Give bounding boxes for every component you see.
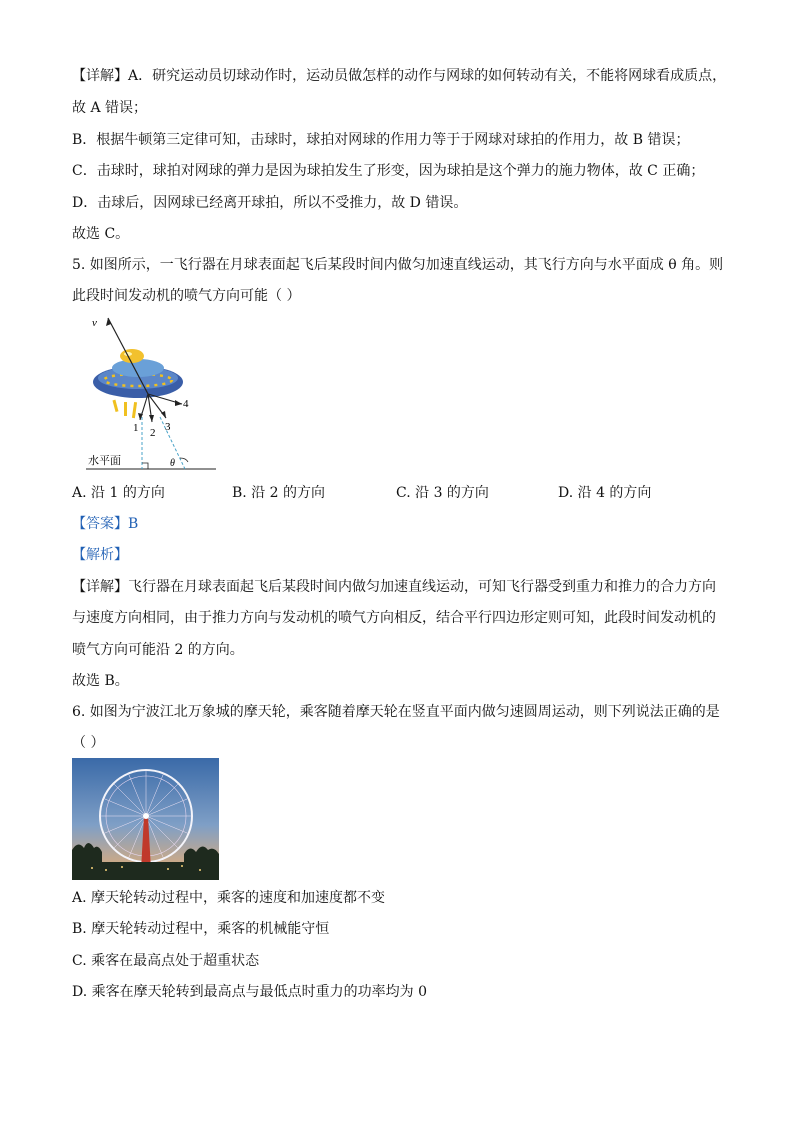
q5-answer: 【答案】B — [72, 516, 139, 532]
q6-option-d: D. 乘客在摩天轮转到最高点与最低点时重力的功率均为 0 — [72, 984, 427, 1000]
q5-option-b: B. 沿 2 的方向 — [232, 485, 325, 501]
q4-explanation-line-4: C．击球时，球拍对网球的弹力是因为球拍发生了形变，因为球拍是这个弹力的施力物体，故 C 正确； — [72, 163, 705, 179]
arrow-label-1: 1 — [133, 422, 139, 434]
saucer-dome — [120, 349, 144, 363]
q5-explanation-line-3: 喷气方向可能沿 2 的方向。 — [72, 642, 244, 658]
q4-explanation-line-1: 【详解】A．研究运动员切球动作时，运动员做怎样的动作与网球的如何转动有关，不能将网球看成质点， — [72, 68, 727, 84]
q6-stem-line-1: 6. 如图为宁波江北万象城的摩天轮，乘客随着摩天轮在竖直平面内做匀速圆周运动，则下列说法正确的是 — [72, 704, 720, 720]
theta-label: θ — [170, 458, 175, 469]
arrow-label-3: 3 — [165, 421, 171, 433]
velocity-label: v — [92, 317, 97, 329]
q4-explanation-line-2: 故 A 错误； — [72, 100, 148, 116]
q5-choice: 故选 B。 — [72, 673, 129, 689]
q4-explanation-line-5: D．击球后，因网球已经离开球拍，所以不受推力，故 D 错误。 — [72, 195, 468, 211]
ground-label: 水平面 — [88, 454, 121, 467]
q4-choice: 故选 C。 — [72, 226, 130, 242]
q6-option-c: C. 乘客在最高点处于超重状态 — [72, 953, 260, 969]
q6-option-a: A. 摩天轮转动过程中，乘客的速度和加速度都不变 — [72, 890, 386, 906]
arrow-label-4: 4 — [183, 398, 189, 410]
q4-explanation-line-3: B．根据牛顿第三定律可知，击球时，球拍对网球的作用力等于于网球对球拍的作用力，故 B 错误； — [72, 132, 690, 148]
q5-analysis-heading: 【解析】 — [72, 547, 128, 563]
q5-stem-line-1: 5. 如图所示，一飞行器在月球表面起飞后某段时间内做匀加速直线运动，其飞行方向与水平面成 θ 角。则 — [72, 257, 724, 273]
q6-ferris-wheel-photo — [72, 758, 219, 880]
flame-3 — [132, 402, 137, 418]
q5-explanation-line-2: 与速度方向相同，由于推力方向与发动机的喷气方向相反，结合平行四边形定则可知，此段时间发动机的 — [72, 610, 716, 626]
q6-option-b: B. 摩天轮转动过程中，乘客的机械能守恒 — [72, 921, 330, 937]
q5-option-d: D. 沿 4 的方向 — [558, 485, 652, 501]
flame-1 — [112, 400, 118, 412]
q5-option-c: C. 沿 3 的方向 — [396, 485, 489, 501]
q5-explanation-line-1: 【详解】飞行器在月球表面起飞后某段时间内做匀加速直线运动，可知飞行器受到重力和推力的合力方向 — [72, 579, 716, 595]
q6-stem-line-2: （ ） — [72, 735, 105, 751]
arrow-label-2: 2 — [150, 427, 156, 439]
q5-option-a: A. 沿 1 的方向 — [72, 485, 165, 501]
q5-stem-line-2: 此段时间发动机的喷气方向可能（ ） — [72, 288, 301, 304]
flame-2 — [124, 402, 127, 416]
q5-figure-saucer-diagram — [80, 312, 230, 477]
right-angle-mark — [142, 463, 148, 469]
arrow-4-head — [175, 400, 182, 406]
